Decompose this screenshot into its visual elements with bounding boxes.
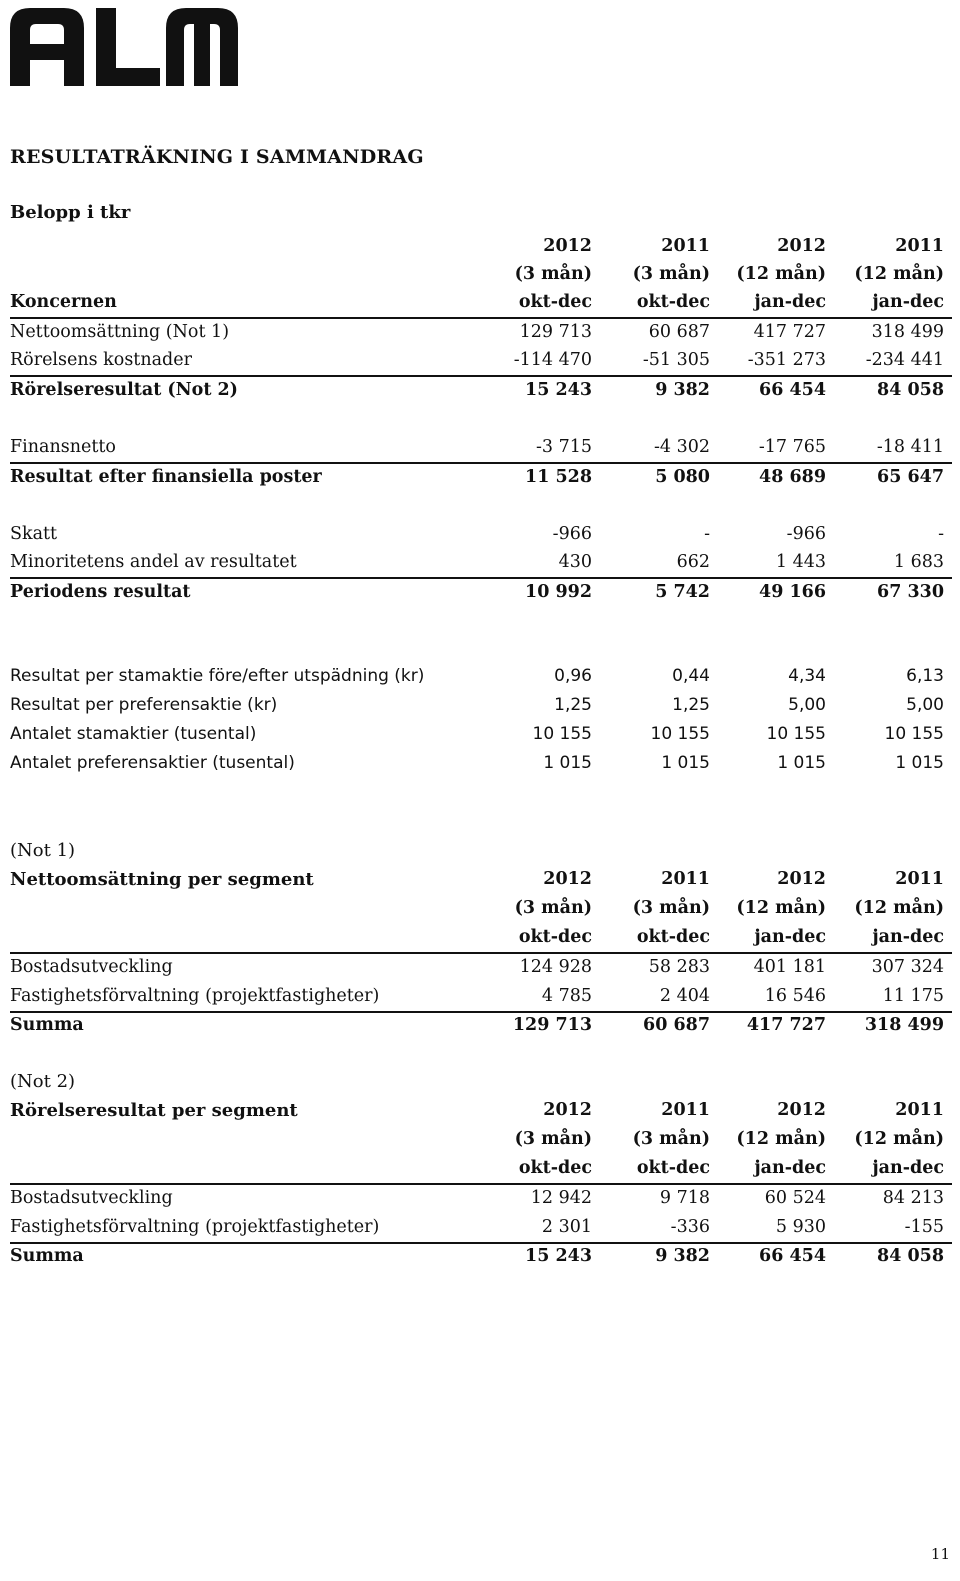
header-span-row xyxy=(10,1125,952,1154)
col-range: okt-dec xyxy=(518,1158,592,1178)
cell-value: 307 324 xyxy=(871,957,944,977)
note-ref: (Not 1) xyxy=(10,840,76,861)
col-range: okt-dec xyxy=(518,927,592,947)
row-label: Skatt xyxy=(10,524,58,544)
col-span: (12 mån) xyxy=(854,1129,944,1149)
header-year-row xyxy=(10,232,952,261)
row-label: Antalet stamaktier (tusental) xyxy=(10,724,257,744)
cell-value: 2 301 xyxy=(541,1217,592,1237)
cell-value: -155 xyxy=(904,1217,944,1237)
cell-value: 1,25 xyxy=(672,695,710,715)
row-label: Periodens resultat xyxy=(10,582,191,602)
cell-value: 1 015 xyxy=(543,753,592,773)
note-ref: (Not 2) xyxy=(10,1071,76,1092)
row-label: Resultat per stamaktie före/efter utspädning (kr) xyxy=(10,666,425,686)
cell-value: 318 499 xyxy=(871,322,944,342)
cell-value: 12 942 xyxy=(530,1188,592,1208)
col-year: 2012 xyxy=(777,1100,826,1120)
table-row xyxy=(10,318,952,347)
col-range: jan-dec xyxy=(754,927,826,947)
col-span: (12 mån) xyxy=(854,898,944,918)
col-span: (3 mån) xyxy=(632,264,710,284)
row-label: Resultat efter finansiella poster xyxy=(10,467,322,487)
col-range: okt-dec xyxy=(636,1158,710,1178)
cell-value: 10 155 xyxy=(650,724,710,744)
row-label: Summa xyxy=(10,1246,84,1266)
cell-value: 10 992 xyxy=(525,582,592,602)
row-label: Bostadsutveckling xyxy=(10,1188,173,1208)
cell-value: 6,13 xyxy=(906,666,944,686)
cell-value: 1 015 xyxy=(777,753,826,773)
note-heading-row xyxy=(10,865,952,894)
table-row xyxy=(10,1213,952,1244)
note-heading: Rörelseresultat per segment xyxy=(10,1100,298,1121)
table-row xyxy=(10,346,952,377)
table-row xyxy=(10,1184,952,1213)
col-span: (3 mån) xyxy=(632,1129,710,1149)
cell-value: 66 454 xyxy=(759,1246,826,1266)
col-year: 2011 xyxy=(895,1100,944,1120)
cell-value: 1,25 xyxy=(554,695,592,715)
col-year: 2011 xyxy=(895,236,944,256)
col-range: okt-dec xyxy=(636,292,710,312)
cell-value: 5,00 xyxy=(788,695,826,715)
cell-value: -4 302 xyxy=(653,437,710,457)
page-number: 11 xyxy=(930,1545,950,1563)
cell-value: -18 411 xyxy=(876,437,944,457)
cell-value: 15 243 xyxy=(525,380,592,400)
row-label: Minoritetens andel av resultatet xyxy=(10,552,297,572)
table-row xyxy=(10,520,952,549)
cell-value: 4,34 xyxy=(788,666,826,686)
row-label: Rörelsens kostnader xyxy=(10,350,192,370)
cell-value: 5,00 xyxy=(906,695,944,715)
table-row xyxy=(10,1011,952,1040)
col-year: 2012 xyxy=(543,869,592,889)
note-ref-row xyxy=(10,836,952,865)
col-year: 2012 xyxy=(777,869,826,889)
col-range: jan-dec xyxy=(872,292,944,312)
cell-value: 15 243 xyxy=(525,1246,592,1266)
row-label: Bostadsutveckling xyxy=(10,957,173,977)
cell-value: 5 930 xyxy=(775,1217,826,1237)
cell-value: 49 166 xyxy=(759,582,826,602)
col-span: (3 mån) xyxy=(514,898,592,918)
cell-value: 60 524 xyxy=(764,1188,826,1208)
cell-value: 430 xyxy=(558,552,592,572)
col-year: 2011 xyxy=(895,869,944,889)
cell-value: 84 213 xyxy=(882,1188,944,1208)
cell-value: -351 273 xyxy=(747,350,826,370)
cell-value: 9 718 xyxy=(659,1188,710,1208)
cell-value: -17 765 xyxy=(758,437,826,457)
cell-value: 0,96 xyxy=(554,666,592,686)
cell-value: 5 742 xyxy=(655,582,710,602)
col-range: okt-dec xyxy=(636,927,710,947)
col-year: 2012 xyxy=(777,236,826,256)
cell-value: 10 155 xyxy=(884,724,944,744)
cell-value: 84 058 xyxy=(877,1246,944,1266)
table-row xyxy=(10,718,952,747)
row-label: Nettoomsättning (Not 1) xyxy=(10,322,230,342)
note-heading: Nettoomsättning per segment xyxy=(10,869,314,890)
cell-value: 0,44 xyxy=(672,666,710,686)
col-span: (3 mån) xyxy=(632,898,710,918)
cell-value: 11 175 xyxy=(882,986,944,1006)
header-span-row xyxy=(10,260,952,289)
cell-value: 66 454 xyxy=(759,380,826,400)
table-row xyxy=(10,548,952,579)
cell-value: 1 683 xyxy=(893,552,944,572)
cell-value: 48 689 xyxy=(759,467,826,487)
table-row xyxy=(10,953,952,982)
cell-value: 9 382 xyxy=(655,380,710,400)
col-year: 2011 xyxy=(661,1100,710,1120)
cell-value: -234 441 xyxy=(865,350,944,370)
table-row xyxy=(10,578,952,607)
cell-value: 417 727 xyxy=(746,1015,826,1035)
cell-value: 16 546 xyxy=(764,986,826,1006)
row-label: Resultat per preferensaktie (kr) xyxy=(10,695,278,715)
col-span: (12 mån) xyxy=(736,264,826,284)
table-row xyxy=(10,660,952,689)
col-year: 2012 xyxy=(543,1100,592,1120)
header-span-row xyxy=(10,894,952,923)
row-label: Fastighetsförvaltning (projektfastigheter) xyxy=(10,1217,380,1237)
amount-unit: Belopp i tkr xyxy=(10,202,131,223)
cell-value: - xyxy=(938,524,944,544)
table-row xyxy=(10,463,952,492)
table-row xyxy=(10,747,952,776)
cell-value: 129 713 xyxy=(519,322,592,342)
cell-value: 129 713 xyxy=(512,1015,592,1035)
col-range: jan-dec xyxy=(872,927,944,947)
note-heading-row xyxy=(10,1096,952,1125)
row-label: Summa xyxy=(10,1015,84,1035)
cell-value: -336 xyxy=(670,1217,710,1237)
cell-value: 1 443 xyxy=(775,552,826,572)
cell-value: 65 647 xyxy=(877,467,944,487)
header-range-row xyxy=(10,288,952,319)
cell-value: 662 xyxy=(676,552,710,572)
cell-value: 60 687 xyxy=(643,1015,710,1035)
row-label: Finansnetto xyxy=(10,437,116,457)
row-label: Antalet preferensaktier (tusental) xyxy=(10,753,295,773)
cell-value: 10 155 xyxy=(766,724,826,744)
cell-value: 5 080 xyxy=(655,467,710,487)
cell-value: 417 727 xyxy=(753,322,826,342)
table-row xyxy=(10,433,952,464)
cell-value: -3 715 xyxy=(535,437,592,457)
col-range: jan-dec xyxy=(872,1158,944,1178)
cell-value: 58 283 xyxy=(648,957,710,977)
report-title: RESULTATRÄKNING I SAMMANDRAG xyxy=(10,146,424,168)
cell-value: 2 404 xyxy=(659,986,710,1006)
cell-value: -966 xyxy=(552,524,592,544)
col-range: jan-dec xyxy=(754,292,826,312)
col-span: (3 mån) xyxy=(514,264,592,284)
col-span: (3 mån) xyxy=(514,1129,592,1149)
cell-value: - xyxy=(704,524,710,544)
cell-value: 4 785 xyxy=(541,986,592,1006)
col-year: 2012 xyxy=(543,236,592,256)
group-label: Koncernen xyxy=(10,292,117,312)
table-row xyxy=(10,982,952,1013)
col-span: (12 mån) xyxy=(736,898,826,918)
col-year: 2011 xyxy=(661,869,710,889)
cell-value: 9 382 xyxy=(655,1246,710,1266)
row-label: Fastighetsförvaltning (projektfastigheter) xyxy=(10,986,380,1006)
col-range: okt-dec xyxy=(518,292,592,312)
header-range-row xyxy=(10,1154,952,1185)
table-row xyxy=(10,376,952,405)
cell-value: 401 181 xyxy=(753,957,826,977)
cell-value: 1 015 xyxy=(895,753,944,773)
cell-value: 124 928 xyxy=(519,957,592,977)
cell-value: 67 330 xyxy=(877,582,944,602)
header-range-row xyxy=(10,923,952,954)
cell-value: 10 155 xyxy=(532,724,592,744)
cell-value: -966 xyxy=(786,524,826,544)
col-range: jan-dec xyxy=(754,1158,826,1178)
table-row xyxy=(10,689,952,718)
cell-value: 60 687 xyxy=(648,322,710,342)
note-ref-row xyxy=(10,1067,952,1096)
alm-logo xyxy=(10,2,238,86)
cell-value: 318 499 xyxy=(864,1015,944,1035)
table-row xyxy=(10,1242,952,1271)
row-label: Rörelseresultat (Not 2) xyxy=(10,380,238,400)
cell-value: 11 528 xyxy=(525,467,592,487)
cell-value: 1 015 xyxy=(661,753,710,773)
cell-value: -51 305 xyxy=(642,350,710,370)
cell-value: 84 058 xyxy=(877,380,944,400)
col-span: (12 mån) xyxy=(854,264,944,284)
col-year: 2011 xyxy=(661,236,710,256)
cell-value: -114 470 xyxy=(513,350,592,370)
col-span: (12 mån) xyxy=(736,1129,826,1149)
